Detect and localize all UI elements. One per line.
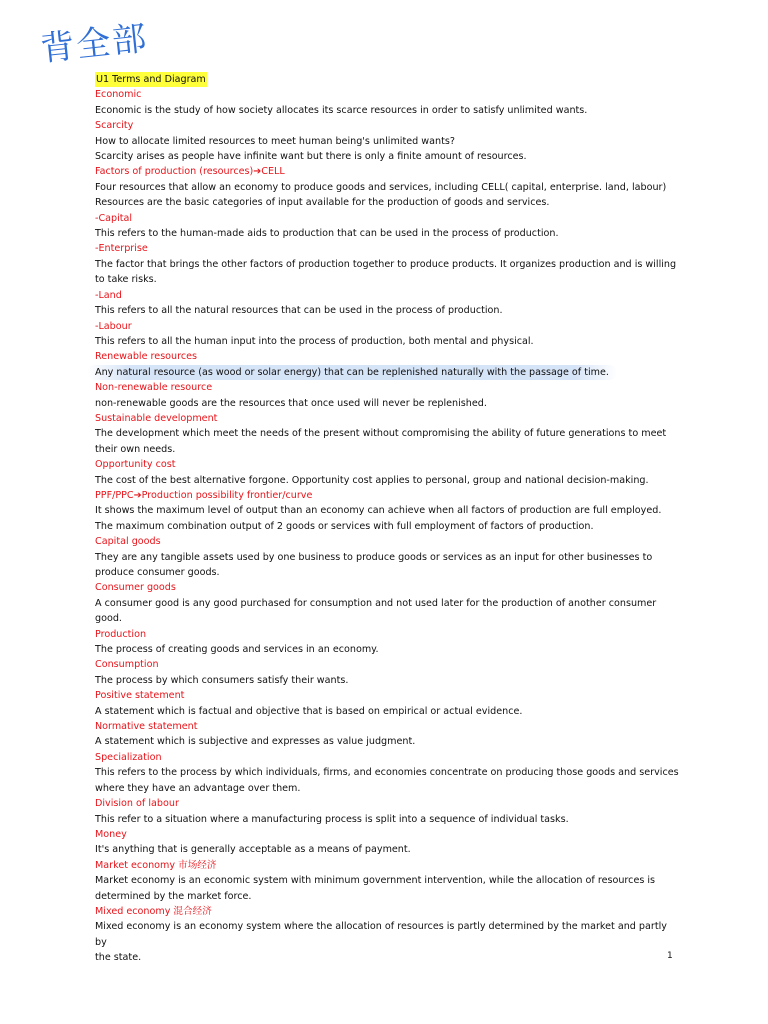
definition-line <box>95 889 680 904</box>
term-heading <box>95 380 680 395</box>
term-heading <box>95 657 680 672</box>
definition-text: Mixed economy is an economy system where the allocation of resources is partly determined by the market and partly by <box>95 921 670 948</box>
term-label: Sustainable development <box>95 412 218 424</box>
definition-text: A consumer good is any good purchased for consumption and not used later for the production of another consumer <box>95 597 657 609</box>
term-label: Renewable resources <box>95 351 198 363</box>
definition-text: Resources are the basic categories of input available for the production of goods and services. <box>95 197 550 209</box>
term-heading <box>95 688 680 703</box>
definition-text: non-renewable goods are the resources that once used will never be replenished. <box>95 397 487 409</box>
definition-text: their own needs. <box>95 443 176 455</box>
term-label: Scarcity <box>95 120 134 132</box>
term-label: Division of labour <box>95 798 179 810</box>
term-heading <box>95 627 680 642</box>
definition-text: The factor that brings the other factors of production together to produce products. It organizes production and is willing <box>95 258 677 270</box>
definition-text: where they have an advantage over them. <box>95 782 301 794</box>
definition-text: Any natural resource (as wood or solar energy) that can be replenished naturally with the passage of time. <box>87 365 617 380</box>
definition-line <box>95 103 680 118</box>
definition-text: The cost of the best alternative forgone. Opportunity cost applies to personal, group and national decision-making. <box>95 474 649 486</box>
definition-line <box>95 812 680 827</box>
definition-line <box>95 765 680 780</box>
definition-line <box>95 550 680 565</box>
term-label: Non-renewable resource <box>95 382 213 394</box>
definition-line <box>95 565 680 580</box>
term-heading <box>95 457 680 472</box>
term-heading <box>95 827 680 842</box>
definition-text: Scarcity arises as people have infinite want but there is only a finite amount of resources. <box>95 151 527 163</box>
term-heading <box>95 534 680 549</box>
handwritten-note: 背全部 <box>38 18 151 70</box>
term-heading <box>95 750 680 765</box>
term-label: Specialization <box>95 751 162 763</box>
definition-text: Four resources that allow an economy to produce goods and services, including CELL( capital, enterprise. land, labour) <box>95 181 667 193</box>
term-heading <box>95 241 680 256</box>
term-label: Normative statement <box>95 721 198 733</box>
term-heading <box>95 580 680 595</box>
definition-line <box>95 303 680 318</box>
term-heading <box>95 858 680 873</box>
definition-line <box>95 149 680 164</box>
definition-line <box>95 519 680 534</box>
definition-line <box>95 365 680 380</box>
definition-text: to take risks. <box>95 274 157 286</box>
term-label: Production <box>95 628 147 640</box>
definition-line <box>95 396 680 411</box>
definition-line <box>95 842 680 857</box>
definition-text: It shows the maximum level of output than an economy can achieve when all factors of production are full employed. <box>95 505 662 517</box>
definition-line <box>95 642 680 657</box>
term-label: Positive statement <box>95 690 185 702</box>
definition-line <box>95 611 680 626</box>
definition-line <box>95 426 680 441</box>
definition-line <box>95 781 680 796</box>
term-label: Consumer goods <box>95 582 176 594</box>
definition-text: determined by the market force. <box>95 890 252 902</box>
term-label: Money <box>95 828 127 840</box>
definition-text: The development which meet the needs of the present without compromising the ability of future generations to meet <box>95 428 667 440</box>
document-body <box>95 72 680 966</box>
term-heading <box>95 319 680 334</box>
definition-line <box>95 257 680 272</box>
definition-text: good. <box>95 613 122 625</box>
definition-line <box>95 473 680 488</box>
definition-text: This refers to all the natural resources that can be used in the process of production. <box>95 305 503 317</box>
definition-text: The maximum combination output of 2 goods or services with full employment of factors of production. <box>95 520 594 532</box>
term-heading <box>95 87 680 102</box>
term-label: -Capital <box>95 212 133 224</box>
term-label: -Land <box>95 289 122 301</box>
definition-line <box>95 226 680 241</box>
definition-line <box>95 704 680 719</box>
definition-text: They are any tangible assets used by one business to produce goods or services as an input for other businesses to <box>95 551 653 563</box>
definition-text: The process by which consumers satisfy their wants. <box>95 674 349 686</box>
term-label: -Enterprise <box>95 243 148 255</box>
term-label: Economic <box>95 89 142 101</box>
term-label: Market economy 市场经济 <box>95 859 217 871</box>
term-heading <box>95 164 680 179</box>
term-label: Consumption <box>95 659 159 671</box>
definition-text: Market economy is an economic system with minimum government intervention, while the allocation of resources is <box>95 875 656 887</box>
definition-text: A statement which is subjective and expresses as value judgment. <box>95 736 416 748</box>
term-heading <box>95 904 680 919</box>
term-heading <box>95 349 680 364</box>
definition-text: This refers to the process by which individuals, firms, and economies concentrate on producing those goods and services <box>95 767 679 779</box>
term-label: Opportunity cost <box>95 459 176 471</box>
page-number: 1 <box>667 951 673 961</box>
definition-text: A statement which is factual and objective that is based on empirical or actual evidence. <box>95 705 523 717</box>
term-label: Capital goods <box>95 536 161 548</box>
definition-text: Economic is the study of how society allocates its scarce resources in order to satisfy unlimited wants. <box>95 104 588 116</box>
definition-text: This refers to all the human input into the process of production, both mental and physical. <box>95 335 534 347</box>
definition-text: This refer to a situation where a manufacturing process is split into a sequence of individual tasks. <box>95 813 569 825</box>
definition-line <box>95 195 680 210</box>
definition-line <box>95 873 680 888</box>
definition-text: The process of creating goods and services in an economy. <box>95 644 379 656</box>
term-label: -Labour <box>95 320 132 332</box>
definition-line <box>95 134 680 149</box>
term-label: PPF/PPC➔Production possibility frontier/curve <box>95 489 313 501</box>
document-title <box>95 72 680 87</box>
title-highlight: U1 Terms and Diagram <box>95 72 207 87</box>
definition-line <box>95 734 680 749</box>
definition-line <box>95 950 680 965</box>
term-label: Factors of production (resources)➔CELL <box>95 166 285 178</box>
definition-line <box>95 596 680 611</box>
term-heading <box>95 796 680 811</box>
term-heading <box>95 411 680 426</box>
definition-text: produce consumer goods. <box>95 567 220 578</box>
definition-line <box>95 673 680 688</box>
definition-text: the state. <box>95 952 142 964</box>
definition-line <box>95 919 680 950</box>
definition-text: How to allocate limited resources to meet human being's unlimited wants? <box>95 135 455 147</box>
term-label: Mixed economy 混合经济 <box>95 905 212 917</box>
term-heading <box>95 118 680 133</box>
term-heading <box>95 488 680 503</box>
definition-text: This refers to the human-made aids to production that can be used in the process of production. <box>95 228 559 240</box>
definition-line <box>95 503 680 518</box>
term-heading <box>95 719 680 734</box>
definition-line <box>95 180 680 195</box>
definition-line <box>95 272 680 287</box>
term-heading <box>95 211 680 226</box>
definition-line <box>95 442 680 457</box>
definition-text: It's anything that is generally acceptable as a means of payment. <box>95 844 411 856</box>
term-heading <box>95 288 680 303</box>
definition-line <box>95 334 680 349</box>
